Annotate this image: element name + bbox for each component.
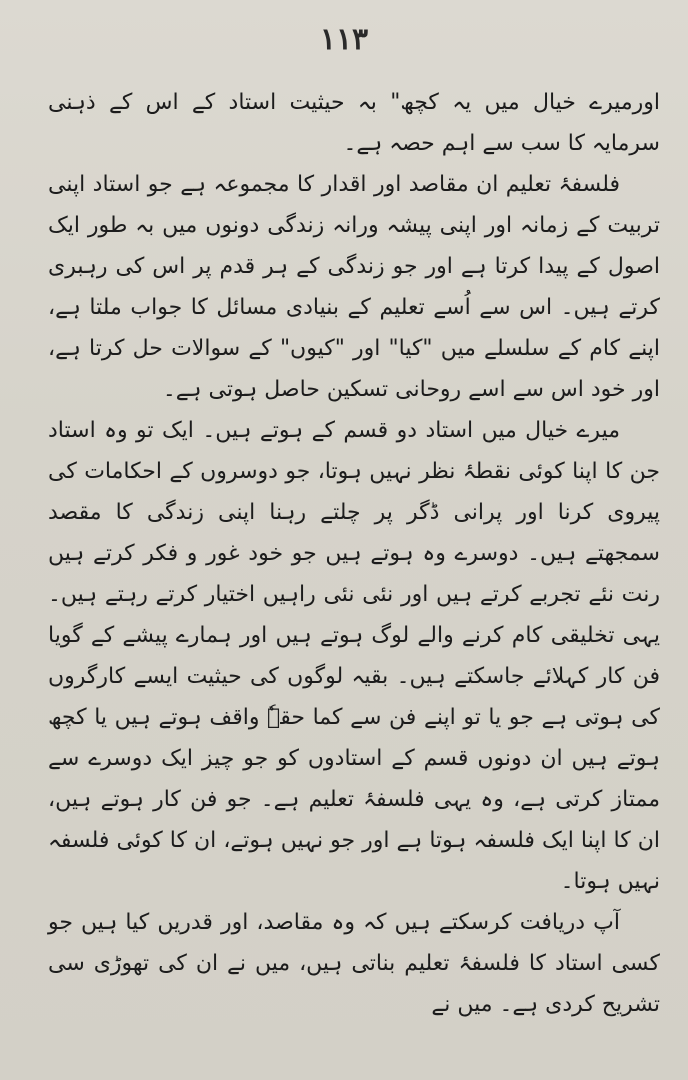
paragraph-1: اورمیرے خیال میں یہ کچھ" بہ حیثیت استاد کے اس کے ذہنی سرمایہ کا سب سے اہم حصہ ہے۔ (48, 90, 660, 156)
paragraph-2: فلسفۂ تعلیم ان مقاصد اور اقدار کا مجموعہ ہے جو استاد اپنی تربیت کے زمانہ اور اپنی پیشہ ورانہ زندگی دونوں میں بہ طور ایک اصول کے پیدا کرتا ہے اور جو زندگی کے ہر قدم پر اس کی رہبری کرتے ہیں۔ اس سے اُسے تعلیم کے بنیادی مسائل کا جواب ملتا ہے، اپنے کام کے سلسلے میں "کیا" اور "کیوں" کے سوالات حل کرتا ہے، اور خود اس سے اسے روحانی تسکین حاصل ہوتی ہے۔ (48, 172, 660, 402)
page-number: ۱۱۳ (319, 22, 369, 57)
paragraph-3: میرے خیال میں استاد دو قسم کے ہوتے ہیں۔ ایک تو وہ استاد جن کا اپنا کوئی نقطۂ نظر نہیں ہوتا، جو دوسروں کے احکامات کی پیروی کرنا اور پرانی ڈگر پر چلتے رہنا اپنی زندگی کا مقصد سمجھتے ہیں۔ دوسرے وہ ہوتے ہیں جو خود غور و فکر کرتے ہیں رنت نئے تجربے کرتے ہیں اور نئی نئی راہیں اختیار کرتے رہتے ہیں۔ یہی تخلیقی کام کرنے والے لوگ ہوتے ہیں اور ہمارے پیشے کے گویا فن کار کہلائے جاسکتے ہیں۔ بقیہ لوگوں کی حیثیت ایسے کارگروں کی ہوتی ہے جو یا تو اپنے فن سے کما حقہٗ واقف ہوتے ہیں یا کچھ ہوتے ہیں ان دونوں قسم کے استادوں کو جو چیز ایک دوسرے سے ممتاز کرتی ہے، وہ یہی فلسفۂ تعلیم ہے۔ جو فن کار ہوتے ہیں، ان کا اپنا ایک فلسفہ ہوتا ہے اور جو نہیں ہوتے، ان کا کوئی فلسفہ نہیں ہوتا۔ (48, 418, 660, 894)
body-text (48, 82, 660, 1025)
paragraph-4: آپ دریافت کرسکتے ہیں کہ وہ مقاصد، اور قدریں کیا ہیں جو کسی استاد کا فلسفۂ تعلیم بناتی ہیں، میں نے ان کی تھوڑی سی تشریح کردی ہے۔ میں نے (48, 910, 660, 1017)
